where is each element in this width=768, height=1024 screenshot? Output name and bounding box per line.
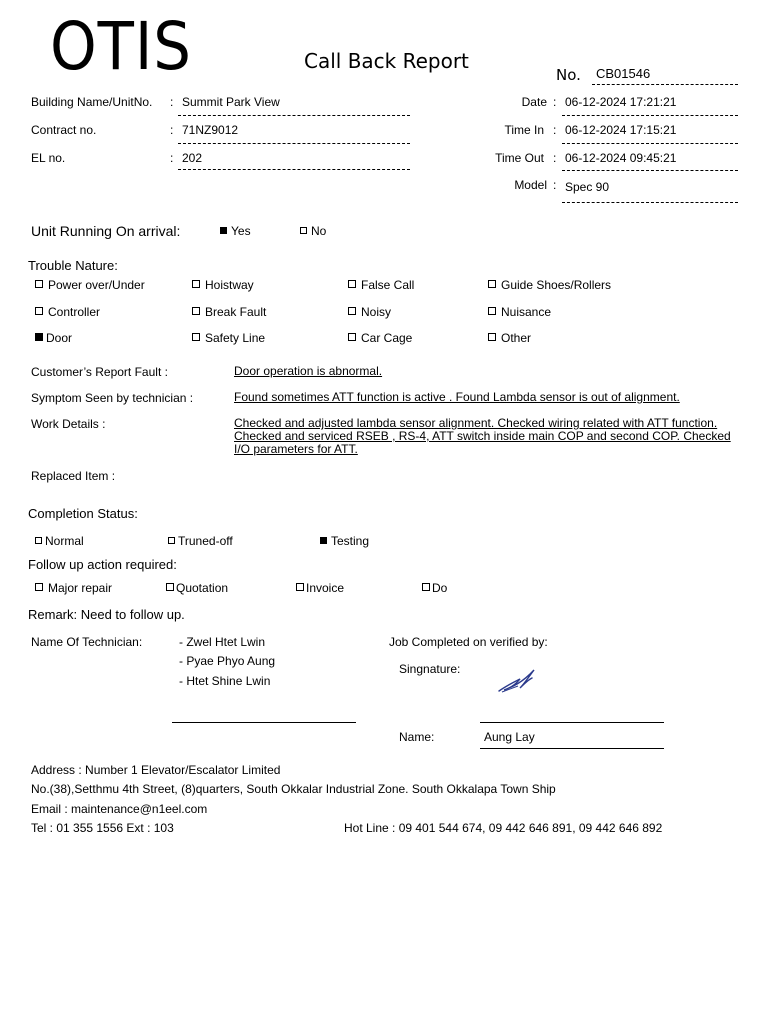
trouble-car-cage[interactable] bbox=[348, 331, 412, 345]
completion-normal[interactable] bbox=[35, 534, 84, 548]
followup-label: Follow up action required: bbox=[28, 557, 177, 572]
footer-hotline: Hot Line : 09 401 544 674, 09 442 646 891, 09 442 646 892 bbox=[344, 821, 663, 835]
arrival-yes[interactable] bbox=[220, 224, 251, 238]
technician-signature-line bbox=[172, 722, 356, 723]
time-in-value: 06-12-2024 17:15:21 bbox=[565, 123, 677, 137]
date-underline bbox=[562, 115, 738, 116]
el-sep: : bbox=[170, 151, 174, 165]
date-value: 06-12-2024 17:21:21 bbox=[565, 95, 677, 109]
model-sep: : bbox=[553, 178, 557, 192]
building-value: Summit Park View bbox=[182, 95, 280, 109]
checkbox-empty-icon bbox=[35, 583, 43, 591]
checkbox-empty-icon bbox=[348, 307, 356, 315]
technician-name: - Pyae Phyo Aung bbox=[179, 654, 276, 668]
report-title: Call Back Report bbox=[304, 49, 469, 73]
work-details-value: Checked and adjusted lambda sensor alignment. Checked wiring related with ATT function. Checked and serviced RSEB , RS-4, ATT switch inside main COP and second COP. Checked I/O parameters for ATT. bbox=[234, 416, 731, 456]
trouble-option-label: Power over/Under bbox=[48, 278, 145, 292]
trouble-option-label: Hoistway bbox=[205, 278, 254, 292]
technician-name: - Zwel Htet Lwin bbox=[179, 635, 266, 649]
footer-address: Address : Number 1 Elevator/Escalator Limited bbox=[31, 763, 281, 777]
completion-option-label: Testing bbox=[331, 534, 370, 548]
checkbox-empty-icon bbox=[35, 537, 42, 544]
trouble-option-label: Break Fault bbox=[205, 305, 267, 319]
checkbox-empty-icon bbox=[35, 307, 43, 315]
trouble-noisy[interactable] bbox=[348, 305, 391, 319]
verifier-name-label: Name: bbox=[399, 730, 435, 744]
trouble-power[interactable] bbox=[35, 278, 145, 292]
checkbox-empty-icon bbox=[192, 333, 200, 341]
trouble-nuisance[interactable] bbox=[488, 305, 551, 319]
signature-image bbox=[496, 666, 540, 696]
followup-do[interactable] bbox=[422, 581, 447, 595]
trouble-option-label: Noisy bbox=[361, 305, 392, 319]
technician-label: Name Of Technician: bbox=[31, 635, 143, 649]
checkbox-empty-icon bbox=[166, 583, 174, 591]
checkbox-empty-icon bbox=[422, 583, 430, 591]
customer-fault-value: Door operation is abnormal. bbox=[234, 364, 383, 378]
completion-testing[interactable] bbox=[320, 534, 369, 548]
checkbox-empty-icon bbox=[296, 583, 304, 591]
checkbox-empty-icon bbox=[192, 280, 200, 288]
followup-option-label: Invoice bbox=[306, 581, 345, 595]
trouble-option-label: Guide Shoes/Rollers bbox=[501, 278, 612, 292]
completion-option-label: Normal bbox=[45, 534, 84, 548]
trouble-guide-shoes[interactable] bbox=[488, 278, 611, 292]
trouble-option-label: Controller bbox=[48, 305, 101, 319]
trouble-option-label: Car Cage bbox=[361, 331, 413, 345]
building-sep: : bbox=[170, 95, 174, 109]
time-out-label: Time Out bbox=[495, 151, 544, 165]
checkbox-empty-icon bbox=[488, 280, 496, 288]
followup-quotation[interactable] bbox=[166, 581, 228, 595]
checkbox-checked-icon bbox=[220, 227, 227, 234]
time-in-sep: : bbox=[553, 123, 557, 137]
model-label: Model bbox=[514, 178, 547, 192]
followup-option-label: Quotation bbox=[176, 581, 229, 595]
time-out-value: 06-12-2024 09:45:21 bbox=[565, 151, 677, 165]
trouble-nature-label: Trouble Nature: bbox=[28, 258, 118, 273]
trouble-option-label: False Call bbox=[361, 278, 415, 292]
time-out-sep: : bbox=[553, 151, 557, 165]
contract-underline bbox=[178, 143, 410, 144]
contract-value: 71NZ9012 bbox=[182, 123, 239, 137]
trouble-option-label: Safety Line bbox=[205, 331, 266, 345]
followup-invoice[interactable] bbox=[296, 581, 344, 595]
customer-fault-label: Customer’s Report Fault : bbox=[31, 365, 168, 379]
trouble-other[interactable] bbox=[488, 331, 531, 345]
checkbox-empty-icon bbox=[168, 537, 175, 544]
contract-label: Contract no. bbox=[31, 123, 97, 137]
otis-logo: OTIS bbox=[50, 8, 192, 85]
checkbox-checked-icon bbox=[35, 333, 43, 341]
followup-option-label: Do bbox=[432, 581, 448, 595]
completion-truned-off[interactable] bbox=[168, 534, 233, 548]
trouble-door[interactable] bbox=[35, 331, 72, 345]
checkbox-empty-icon bbox=[300, 227, 307, 234]
trouble-controller[interactable] bbox=[35, 305, 100, 319]
verifier-name-value: Aung Lay bbox=[484, 730, 535, 744]
completion-option-label: Truned-off bbox=[178, 534, 233, 548]
trouble-false-call[interactable] bbox=[348, 278, 414, 292]
completion-status-label: Completion Status: bbox=[28, 506, 138, 521]
date-sep: : bbox=[553, 95, 557, 109]
model-underline bbox=[562, 202, 738, 203]
trouble-hoistway[interactable] bbox=[192, 278, 254, 292]
report-number-underline bbox=[592, 84, 738, 85]
time-in-label: Time In bbox=[504, 123, 544, 137]
model-value: Spec 90 bbox=[565, 180, 610, 194]
contract-sep: : bbox=[170, 123, 174, 137]
replaced-item-label: Replaced Item : bbox=[31, 469, 116, 483]
signature-line bbox=[480, 722, 664, 723]
building-label: Building Name/UnitNo. bbox=[31, 95, 153, 109]
remark: Remark: Need to follow up. bbox=[28, 607, 185, 622]
el-value: 202 bbox=[182, 151, 203, 165]
trouble-option-label: Nuisance bbox=[501, 305, 552, 319]
footer-tel: Tel : 01 355 1556 Ext : 103 bbox=[31, 821, 174, 835]
checkbox-empty-icon bbox=[488, 333, 496, 341]
arrival-label: Unit Running On arrival: bbox=[31, 223, 181, 239]
verifier-name-line bbox=[480, 748, 664, 749]
work-details-label: Work Details : bbox=[31, 417, 106, 431]
verified-by-label: Job Completed on verified by: bbox=[389, 635, 548, 649]
symptom-value: Found sometimes ATT function is active . Found Lambda sensor is out of alignment. bbox=[234, 390, 680, 404]
trouble-safety-line[interactable] bbox=[192, 331, 265, 345]
followup-option-label: Major repair bbox=[48, 581, 113, 595]
time-out-underline bbox=[562, 170, 738, 171]
report-number-value: CB01546 bbox=[596, 66, 651, 81]
date-label: Date bbox=[521, 95, 547, 109]
trouble-option-label: Other bbox=[501, 331, 532, 345]
checkbox-empty-icon bbox=[348, 333, 356, 341]
arrival-no[interactable] bbox=[300, 224, 326, 238]
arrival-no-label: No bbox=[311, 224, 327, 238]
checkbox-empty-icon bbox=[35, 280, 43, 288]
checkbox-empty-icon bbox=[348, 280, 356, 288]
arrival-yes-label: Yes bbox=[231, 224, 251, 238]
followup-major-repair[interactable] bbox=[35, 581, 112, 595]
el-label: EL no. bbox=[31, 151, 66, 165]
symptom-label: Symptom Seen by technician : bbox=[31, 391, 194, 405]
trouble-break-fault[interactable] bbox=[192, 305, 266, 319]
technician-name: - Htet Shine Lwin bbox=[179, 674, 271, 688]
footer-street: No.(38),Setthmu 4th Street, (8)quarters, South Okkalar Industrial Zone. South Okkalapa Town Ship bbox=[31, 782, 556, 796]
report-number-label: No. bbox=[556, 66, 581, 84]
el-underline bbox=[178, 169, 410, 170]
building-underline bbox=[178, 115, 410, 116]
time-in-underline bbox=[562, 143, 738, 144]
checkbox-empty-icon bbox=[488, 307, 496, 315]
checkbox-empty-icon bbox=[192, 307, 200, 315]
signature-label: Singnature: bbox=[399, 662, 461, 676]
checkbox-checked-icon bbox=[320, 537, 327, 544]
footer-email: Email : maintenance@n1eel.com bbox=[31, 802, 208, 816]
trouble-option-label: Door bbox=[46, 331, 73, 345]
